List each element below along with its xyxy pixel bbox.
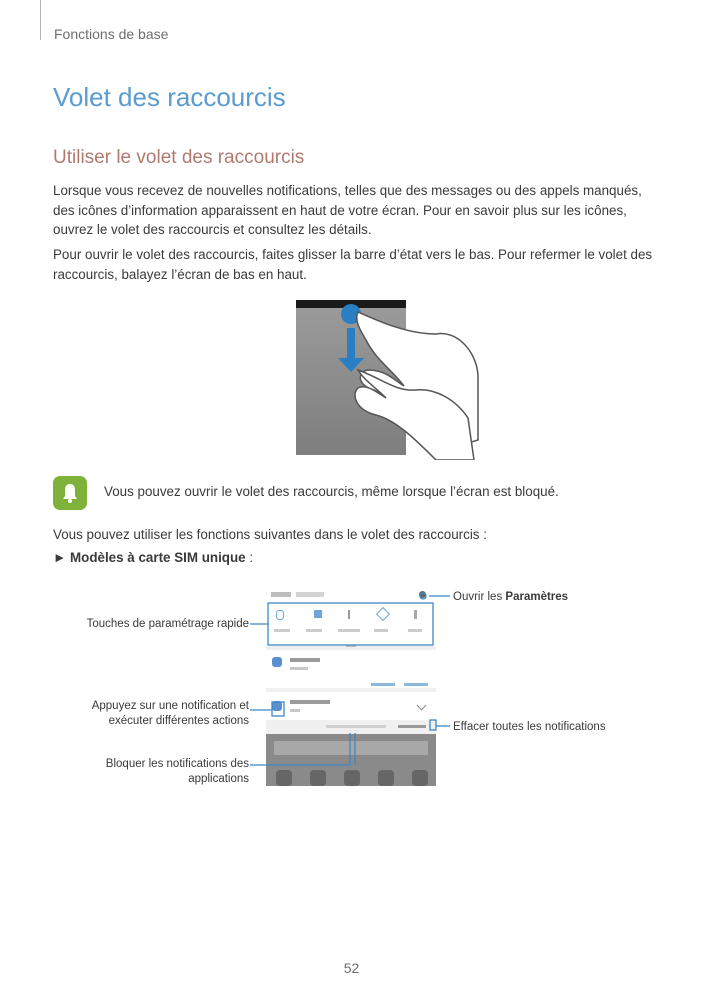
model-suffix: : [245,550,254,565]
paragraph-open-panel: Pour ouvrir le volet des raccourcis, faites glisser la barre d’état vers le bas. Pour refermer le volet des raccourcis, balayez l’écran de bas en haut. [53,247,653,282]
page-title: Volet des raccourcis [53,82,286,112]
callout-block-line2: applications [188,772,249,785]
callout-notification-actions-line1: Appuyez sur une notification et [91,700,249,712]
section-subtitle: Utiliser le volet des raccourcis [53,147,305,168]
callout-open-settings [453,590,568,605]
quick-settings-frame [268,603,433,645]
callout-notification-actions-line2: exécuter différentes actions [108,714,249,727]
page-number: 52 [343,960,360,976]
paragraph-notifications: Lorsque vous recevez de nouvelles notifications, telles que des messages ou des appels manqués, des icônes d’information apparaissent en haut de votre écran. Pour en savoir plus sur les icônes, ouvrez le volet des raccourcis et consultez les détails. [53,183,642,237]
callout-notification-actions [60,699,249,728]
callout-quick-settings: Touches de paramétrage rapide [86,618,249,630]
notification-icon-frame [272,702,284,716]
paragraph-functions: Vous pouvez utiliser les fonctions suivantes dans le volet des raccourcis : [53,527,487,542]
callout-block-notifications [60,757,249,786]
callout-block-line1: Bloquer les notifications des [105,758,249,770]
note-text: Vous pouvez ouvrir le volet des raccourcis, même lorsque l’écran est bloqué. [104,484,559,499]
model-label: Modèles à carte SIM unique [70,550,246,565]
section-header: Fonctions de base [54,26,169,42]
callout-settings-prefix: Ouvrir les [453,591,506,603]
callout-settings-bold: Paramètres [505,591,569,603]
callout-clear-all: Effacer toutes les notifications [453,721,606,733]
model-marker: ► [53,550,67,565]
